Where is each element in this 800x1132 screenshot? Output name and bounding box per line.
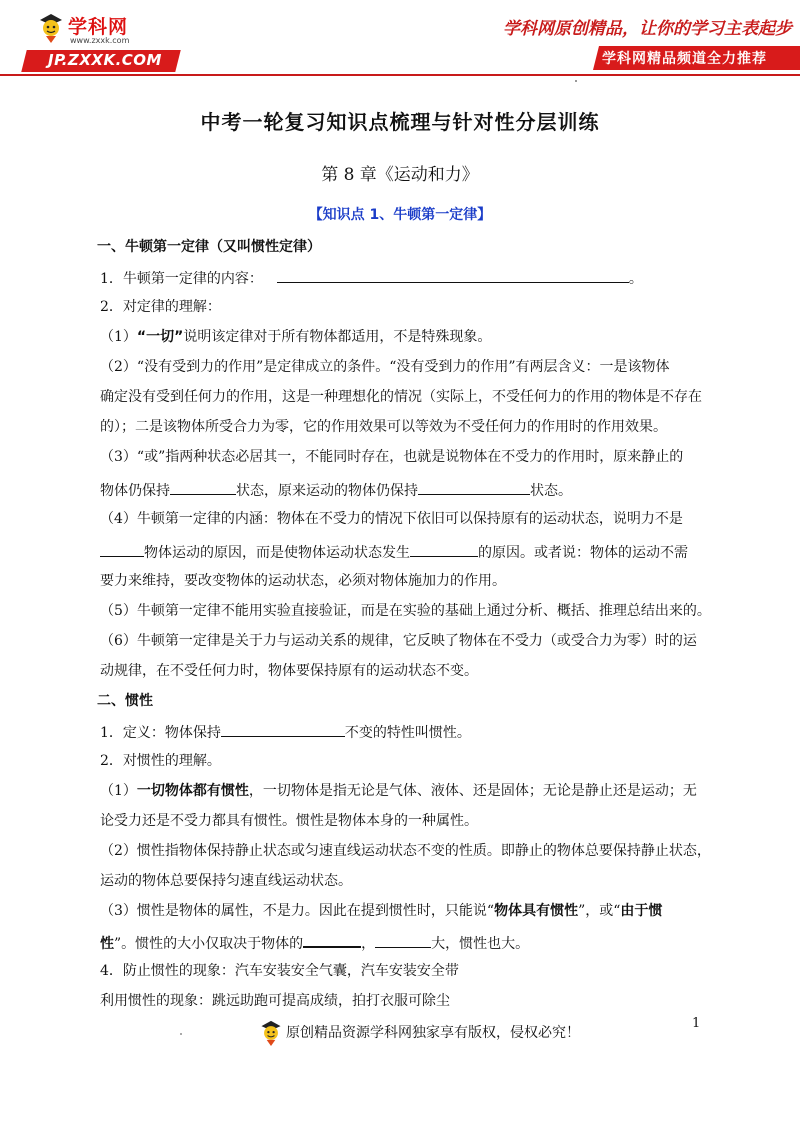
paragraph-line: （2）“没有受到力的作用”是定律成立的条件。“没有受到力的作用”有两层含义：一是该物体 <box>100 359 670 375</box>
fill-in-blank <box>100 542 144 557</box>
paragraph-line: 1．定义：物体保持 不变的特性叫惯性。 <box>100 722 800 742</box>
paragraph-line: 4．防止惯性的现象：汽车安装安全气囊，汽车安装安全带 <box>100 963 459 979</box>
paragraph-line: 1．牛顿第一定律的内容： 。 <box>100 268 800 288</box>
mascot-logo-icon <box>36 12 66 44</box>
paragraph-line: （4）牛顿第一定律的内涵：物体在不受力的情况下依旧可以保持原有的运动状态，说明力不是 <box>100 511 683 527</box>
paragraph-line: （6）牛顿第一定律是关于力与运动关系的规律，它反映了物体在不受力（或受合力为零）时的运 <box>100 633 697 649</box>
decorative-dot <box>575 80 577 82</box>
paragraph-line: 论受力还是不受力都具有惯性。惯性是物体本身的一种属性。 <box>100 813 478 829</box>
paragraph-line: 2．对惯性的理解。 <box>100 753 221 769</box>
section-heading: 一、牛顿第一定律（又叫惯性定律） <box>97 239 321 255</box>
fill-in-blank <box>418 480 530 495</box>
fill-in-blank <box>170 480 236 495</box>
slogan-bar-text: 学科网精品频道全力推荐 <box>602 51 767 67</box>
logo-name: 学科网 <box>68 16 129 38</box>
fill-in-blank <box>221 722 345 737</box>
paragraph-line: （1）“一切”说明该定律对于所有物体都适用，不是特殊现象。 <box>100 329 492 345</box>
knowledge-point-heading: 【知识点 1、牛顿第一定律】 <box>308 207 492 223</box>
paragraph-line: 利用惯性的现象：跳远助跑可提高成绩，拍打衣服可除尘 <box>100 993 450 1009</box>
logo-banner-text: JP.ZXXK.COM <box>48 51 162 69</box>
page-number: 1 <box>692 1016 701 1031</box>
fill-in-blank <box>375 933 431 948</box>
document-title: 中考一轮复习知识点梳理与针对性分层训练 <box>200 110 600 134</box>
paragraph-line: 2．对定律的理解： <box>100 299 221 315</box>
paragraph-line: 要力来维持，要改变物体的运动状态，必须对物体施加力的作用。 <box>100 573 506 589</box>
fill-in-blank <box>277 268 629 283</box>
paragraph-line: 动规律，在不受任何力时，物体要保持原有的运动状态不变。 <box>100 663 478 679</box>
paragraph-line: （1）一切物体都有惯性，一切物体是指无论是气体、液体、还是固体；无论是静止还是运动；无 <box>100 783 697 799</box>
mascot-footer-icon <box>258 1018 284 1048</box>
paragraph-line: （2）惯性指物体保持静止状态或匀速直线运动状态不变的性质。即静止的物体总要保持静止状态， <box>100 843 711 859</box>
paragraph-line: （5）牛顿第一定律不能用实验直接验证，而是在实验的基础上通过分析、概括、推理总结出来的。 <box>100 603 711 619</box>
paragraph-line: 运动的物体总要保持匀速直线运动状态。 <box>100 873 352 889</box>
paragraph-line: 确定没有受到任何力的作用，这是一种理想化的情况（实际上，不受任何力的作用的物体是不存在 <box>100 389 702 405</box>
paragraph-line: （3）惯性是物体的属性，不是力。因此在提到惯性时，只能说“物体具有惯性”，或“由于惯 <box>100 903 663 919</box>
paragraph-line: （3）“或”指两种状态必居其一，不能同时存在，也就是说物体在不受力的作用时，原来静止的 <box>100 449 684 465</box>
logo-url: www.zxxk.com <box>70 36 130 45</box>
header-divider <box>0 74 800 76</box>
chapter-title: 第 8 章《运动和力》 <box>321 165 479 185</box>
section-heading: 二、惯性 <box>97 693 153 709</box>
paragraph-line: 物体仍保持 状态，原来运动的物体仍保持 状态。 <box>100 480 800 500</box>
fill-in-blank <box>303 932 361 948</box>
header-slogan: 学科网原创精品，让你的学习主表起步 <box>503 19 792 39</box>
paragraph-line: 物体运动的原因，而是使物体运动状态发生 的原因。或者说：物体的运动不需 <box>100 542 800 562</box>
decorative-dot <box>180 1033 182 1035</box>
page-header <box>0 0 800 78</box>
paragraph-line: 性”。惯性的大小仅取决于物体的 ， 大，惯性也大。 <box>100 932 800 953</box>
copyright-notice: 原创精品资源学科网独家享有版权，侵权必究！ <box>286 1025 580 1041</box>
fill-in-blank <box>410 542 478 557</box>
paragraph-line: 的）；二是该物体所受合力为零，它的作用效果可以等效为不受任何力的作用时的作用效果。 <box>100 419 667 435</box>
